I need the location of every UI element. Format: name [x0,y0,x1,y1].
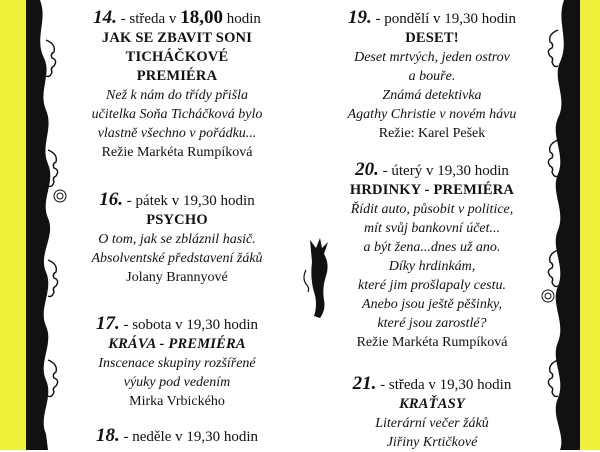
event-16 [62,190,292,287]
event-day: 19. [348,7,372,28]
event-description-line: mít svůj bankovní účet... [363,221,501,236]
event-20 [316,160,548,352]
event-title-line: KRÁVA - PREMIÉRA [108,336,246,352]
event-time-unit: hodin [222,11,261,27]
event-title-line: HRDINKY - PREMIÉRA [349,182,515,198]
event-description-line: učitelka Soňa Ticháčková bylo [91,107,263,122]
event-description-line: Než k nám do třídy přišla [106,88,248,103]
event-description-line: Agathy Christie v novém hávu [347,107,517,122]
event-description-line: Mirka Vrbického [129,394,225,409]
event-title-line: JAK SE ZBAVIT SONI [101,30,253,46]
event-date-line [62,8,292,29]
event-weekday-time: - pondělí v 19,30 hodin [371,11,516,27]
event-title-line: KRAŤASY [399,396,465,412]
event-day: 20. [355,159,379,180]
event-description-line: Anebo jsou ještě pěšinky, [362,297,502,312]
event-date-line [316,8,548,29]
event-19 [316,8,548,143]
event-description-line: Řídit auto, působit v politice, [350,202,514,217]
event-description-line: Jiřiny Krtičkové [386,435,478,450]
event-title-line: PSYCHO [146,212,208,228]
event-description-line: Literární večer žáků [375,416,489,431]
event-title-line: DESET! [405,30,459,46]
event-date-line [62,314,292,335]
event-description-line: O tom, jak se zbláznil hasič. [98,232,256,247]
event-description-line: které jim prošlapaly cestu. [357,278,506,293]
event-date-line [316,160,548,181]
event-weekday-time: - pátek v 19,30 hodin [123,193,255,209]
event-day: 18. [95,425,120,446]
event-weekday: - středa v [116,11,181,27]
event-title-line: TICHÁČKOVÉ [125,49,229,65]
event-premiere-label: PREMIÉRA [136,68,218,84]
event-21 [316,374,548,452]
event-description-line: Absolventské představení žáků [91,251,263,266]
event-weekday-time: - středa v 19,30 hodin [376,377,512,393]
event-time: 18,00 [180,7,223,28]
event-weekday-time: - úterý v 19,30 hodin [378,163,509,179]
event-14 [62,8,292,162]
event-description-line: výuky pod vedením [123,375,231,390]
event-18 [62,426,292,447]
event-weekday-time: - neděle v 19,30 hodin [119,429,259,445]
event-description-line: Inscenace skupiny rozšířené [98,356,256,371]
event-date-line [316,374,548,395]
event-day: 14. [93,7,117,28]
event-description-line: a být žena...dnes už ano. [363,240,501,255]
event-director: Režie: Karel Pešek [378,126,486,141]
event-day: 16. [99,189,124,210]
event-director: Režie Markéta Rumpíková [101,145,253,160]
event-description-line: Díky hrdinkám, [388,259,476,274]
event-date-line [62,190,292,211]
event-description-line: které jsou zarostlé? [377,316,487,331]
event-17 [62,314,292,411]
event-description-line: Jolany Brannyové [126,270,228,285]
event-description-line: a bouře. [408,69,456,84]
event-description-line: Známá detektivka [382,88,482,103]
event-director: Režie Markéta Rumpíková [356,335,508,350]
event-description-line: vlastně všechno v pořádku... [97,126,257,141]
event-day: 17. [95,313,120,334]
event-weekday-time: - sobota v 19,30 hodin [119,317,259,333]
event-date-line [62,426,292,447]
event-description-line: Deset mrtvých, jeden ostrov [354,50,510,65]
event-day: 21. [352,373,377,394]
